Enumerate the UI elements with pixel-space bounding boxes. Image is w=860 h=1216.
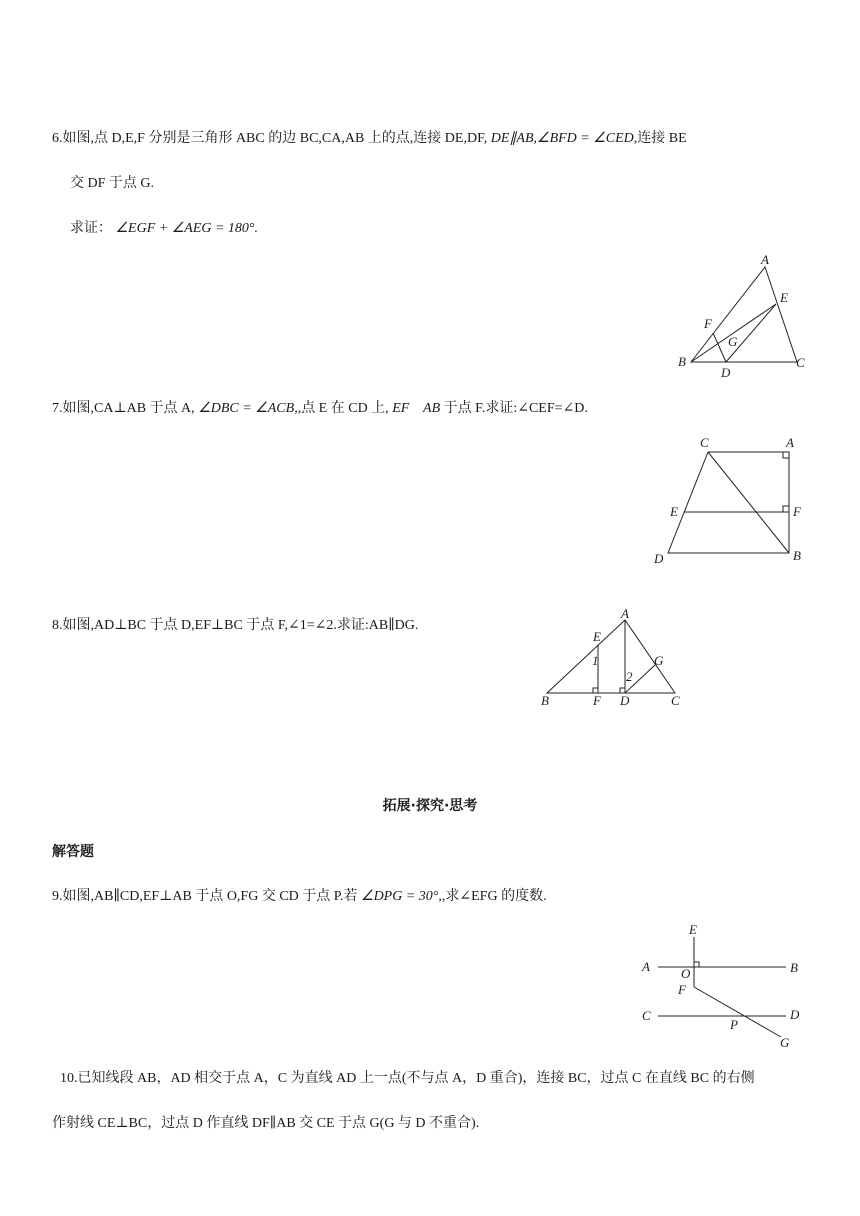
section-title: 拓展·探究·思考 xyxy=(382,798,478,814)
label-d: D xyxy=(654,551,664,566)
problem-8-line: 8.如图,AD⊥BC 于点 D,EF⊥BC 于点 F,∠1=∠2.求证:AB∥DG. xyxy=(52,618,419,633)
problem-10-line-1: 10.已知线段 AB，AD 相交于点 A，C 为直线 AD 上一点(不与点 A，D 重合)，连接 BC，过点 C 在直线 BC 的右侧 xyxy=(60,1071,755,1086)
problem-6-line-2: 交 DF 于点 G. xyxy=(70,176,155,191)
label-g: G xyxy=(728,334,738,349)
label-c: C xyxy=(700,435,709,450)
segment-df xyxy=(713,333,726,362)
label-b: B xyxy=(793,548,801,563)
label-f: F xyxy=(593,693,601,708)
problem-7-text-c: 于点 F.求证:∠CEF=∠D. xyxy=(440,401,588,416)
figure-6-triangle xyxy=(670,250,820,380)
problem-9-math: ∠DPG = 30° xyxy=(361,889,439,904)
label-f: F xyxy=(704,316,712,331)
label-a: A xyxy=(621,606,629,621)
label-f: F xyxy=(678,982,686,997)
angle-label-2: 2 xyxy=(626,669,633,684)
label-e: E xyxy=(780,290,788,305)
label-a: A xyxy=(786,435,794,450)
label-a: A xyxy=(761,252,769,267)
label-e: E xyxy=(593,629,601,644)
label-f: F xyxy=(793,504,801,519)
label-o: O xyxy=(681,966,691,981)
problem-7-math-1: ∠DBC = ∠ACB xyxy=(198,401,295,416)
label-g: G xyxy=(780,1035,790,1050)
problem-9-text-b: ,,求∠EFG 的度数. xyxy=(438,889,547,904)
problem-10-line-2: 作射线 CE⊥BC，过点 D 作直线 DF∥AB 交 CE 于点 G(G 与 D 不重合). xyxy=(52,1116,480,1131)
label-p: P xyxy=(730,1017,738,1032)
problem-6-math: DE∥AB,∠BFD = ∠CED xyxy=(490,131,634,146)
label-c: C xyxy=(796,355,805,370)
quad-outline xyxy=(668,452,789,553)
label-d: D xyxy=(620,693,630,708)
label-c: C xyxy=(642,1008,651,1023)
label-b: B xyxy=(790,960,798,975)
problem-6-prove-math: ∠EGF + ∠AEG = 180°. xyxy=(115,221,259,236)
figure-7-quadrilateral xyxy=(650,430,815,570)
problem-6-prove-line xyxy=(70,220,258,238)
problem-6-text: 6.如图,点 D,E,F 分别是三角形 ABC 的边 BC,CA,AB 上的点,连接 DE,DF, xyxy=(52,131,491,146)
label-a: A xyxy=(642,959,650,974)
problem-9-line xyxy=(52,888,547,906)
right-angle-f xyxy=(783,506,789,512)
label-d: D xyxy=(790,1007,800,1022)
problem-7-math-2: EF AB xyxy=(392,401,441,416)
label-b: B xyxy=(541,693,549,708)
problem-9-text-a: 9.如图,AB∥CD,EF⊥AB 于点 O,FG 交 CD 于点 P.若 xyxy=(52,889,362,904)
label-g: G xyxy=(654,653,664,668)
problem-7-text-b: ,,点 E 在 CD 上, xyxy=(294,401,393,416)
problem-6-line-1 xyxy=(52,130,687,148)
problem-7-text-a: 7.如图,CA⊥AB 于点 A, xyxy=(52,401,199,416)
figure-8-triangle xyxy=(535,605,695,710)
problem-7-line xyxy=(52,400,588,418)
angle-label-1: 1 xyxy=(592,653,599,668)
label-e: E xyxy=(689,922,697,937)
right-angle-a xyxy=(783,452,789,458)
triangle-abc xyxy=(691,267,797,362)
figure-9-parallel-lines xyxy=(638,920,813,1050)
label-b: B xyxy=(678,354,686,369)
right-angle-o xyxy=(694,962,699,967)
label-d: D xyxy=(721,365,731,380)
subsection-title: 解答题 xyxy=(52,844,94,860)
segment-cb xyxy=(708,452,789,553)
prove-label: 求证： xyxy=(70,221,116,236)
label-c: C xyxy=(671,693,680,708)
label-e: E xyxy=(670,504,678,519)
problem-6-text-end: ,连接 BE xyxy=(633,131,687,146)
